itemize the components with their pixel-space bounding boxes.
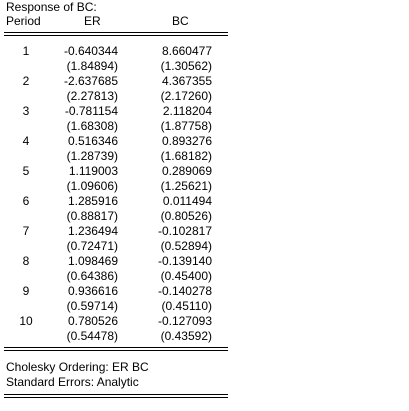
er-std-error: (1.09606) [66,179,118,193]
er-value: 1.285916 [67,194,118,208]
period-cell: 2 [22,74,30,88]
bc-value: -0.140278 [157,284,212,298]
er-value: 0.936616 [67,284,118,298]
bc-value: 2.118204 [162,104,212,118]
er-header: ER [84,14,101,28]
bc-value: -0.139140 [157,254,212,268]
footer-rule-bottom [4,350,228,351]
bc-std-error: (2.17260) [160,89,212,103]
bc-std-error: (0.43592) [160,329,212,343]
bc-value: -0.127093 [157,314,212,328]
cholesky-ordering-note: Cholesky Ordering: ER BC [6,360,149,374]
period-header: Period [6,14,41,28]
er-value: 0.780526 [67,314,118,328]
period-cell: 3 [22,104,30,118]
er-std-error: (0.88817) [66,209,118,223]
period-cell: 6 [22,194,30,208]
header-rule-bottom [4,35,228,36]
er-std-error: (0.59714) [66,299,118,313]
footer-rule-top [4,347,228,348]
bc-std-error: (1.30562) [160,59,212,73]
er-std-error: (2.27813) [66,89,118,103]
bc-std-error: (1.68182) [160,149,212,163]
er-value: 0.516346 [67,134,118,148]
period-cell: 10 [19,314,33,328]
er-std-error: (1.68308) [66,119,118,133]
bc-value: 0.289069 [161,164,212,178]
period-cell: 4 [22,134,30,148]
er-std-error: (1.28739) [66,149,118,163]
er-value: -0.640344 [63,44,118,58]
period-cell: 5 [22,164,30,178]
period-cell: 1 [22,44,30,58]
er-std-error: (0.64386) [66,269,118,283]
er-value: 1.236494 [67,224,118,238]
bc-value: -0.102817 [157,224,212,238]
bc-value: 0.893276 [161,134,212,148]
er-value: 1.098469 [67,254,118,268]
er-std-error: (1.84894) [66,59,118,73]
bc-value: 4.367355 [161,74,212,88]
bc-std-error: (1.25621) [160,179,212,193]
bc-value: 0.011494 [162,194,212,208]
bc-std-error: (1.87758) [160,119,212,133]
er-value: -0.781154 [64,104,118,118]
period-cell: 8 [22,254,30,268]
bc-std-error: (0.45400) [160,269,212,283]
er-value: 1.119003 [68,164,118,178]
period-cell: 9 [22,284,30,298]
header-rule-top [4,32,228,33]
end-rule-bottom [4,397,228,398]
er-std-error: (0.54478) [66,329,118,343]
er-std-error: (0.72471) [66,239,118,253]
bc-std-error: (0.45110) [161,299,212,313]
bc-value: 8.660477 [161,44,212,58]
standard-errors-note: Standard Errors: Analytic [6,375,139,389]
er-value: -2.637685 [63,74,118,88]
table-title: Response of BC: [6,0,97,14]
bc-std-error: (0.80526) [160,209,212,223]
bc-std-error: (0.52894) [160,239,212,253]
bc-header: BC [172,14,189,28]
period-cell: 7 [22,224,30,238]
end-rule-top [4,394,228,395]
